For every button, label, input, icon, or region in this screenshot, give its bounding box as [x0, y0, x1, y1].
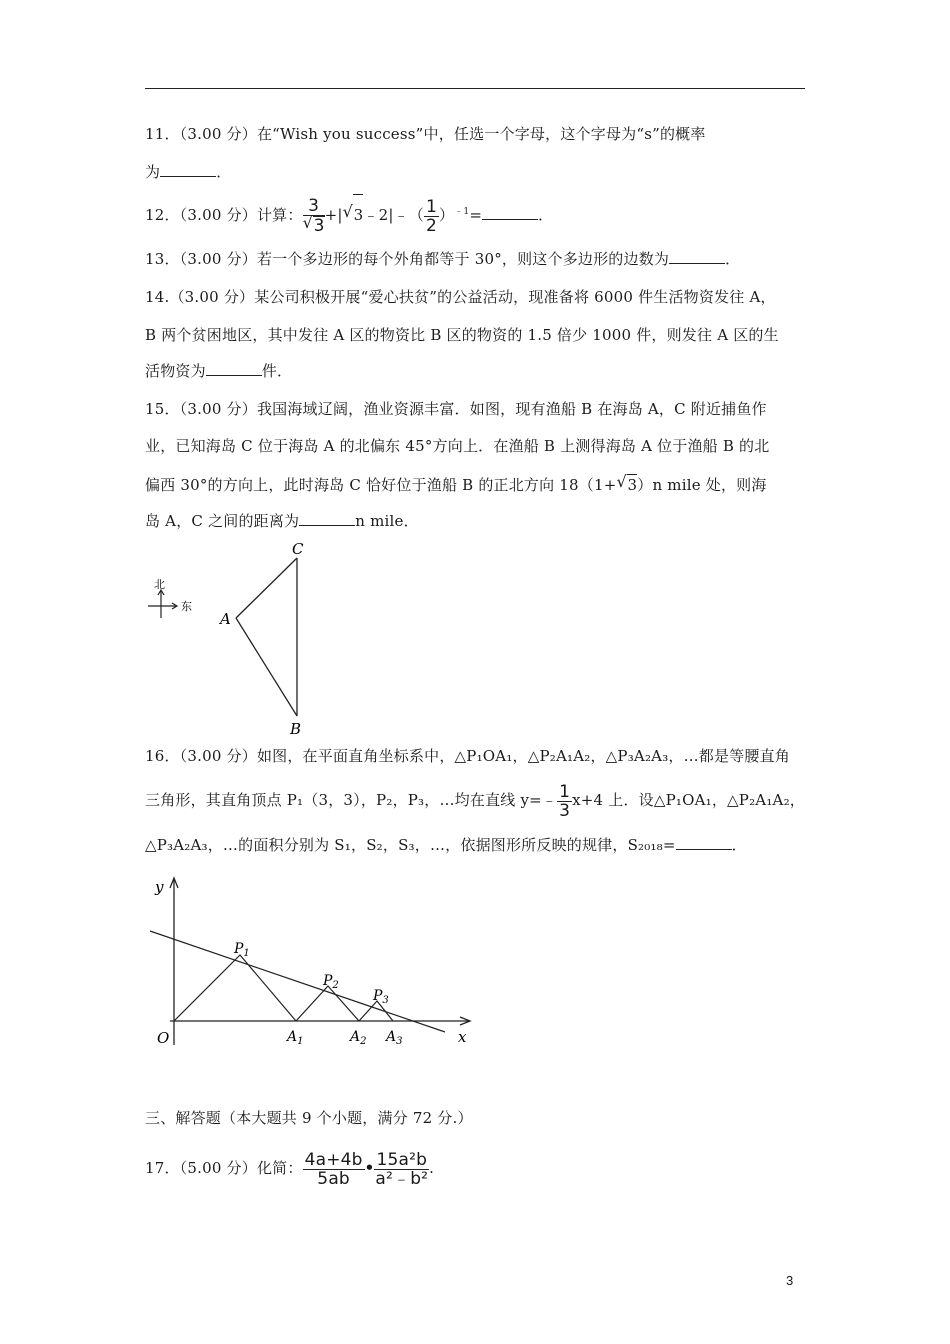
p3-label: $P_3$ [373, 988, 389, 1006]
question-11-line-2: 为 ． [145, 163, 232, 181]
compass-icon [148, 590, 177, 618]
question-11-line-1: 11．（3.00 分）在“Wish you success”中，任选一个字母，这个字母为“s”的概率 [145, 125, 706, 143]
x-label: x [458, 1028, 467, 1046]
answer-blank-15[interactable] [299, 511, 355, 526]
header-rule [145, 88, 805, 89]
point-b-label: B [290, 720, 302, 738]
y-label: y [155, 878, 164, 896]
question-16-line-2: 三角形，其直角顶点 P₁（3，3），P₂，P₃，…均在直线 y=﹣ $\frac{1}{3}$ x+4 上．设△P₁OA₁，△P₂A₁A₂， [145, 781, 805, 821]
point-a-label: A [220, 610, 231, 628]
triangle-p1-o-a1 [174, 955, 296, 1021]
question-16-line-1: 16．（3.00 分）如图，在平面直角坐标系中，△P₁OA₁，△P₂A₁A₂，△P₃A₂A₃，…都是等腰直角 [145, 747, 791, 765]
answer-blank-12[interactable] [482, 205, 538, 220]
question-14-line-3: 活物资为 件． [145, 362, 293, 380]
question-15-line-2: 业，已知海岛 C 位于海岛 A 的北偏东 45°方向上．在渔船 B 上测得海岛 A 位于渔船 B 的北 [145, 437, 770, 455]
p1-label: $P_1$ [234, 941, 250, 959]
fraction-4a4b-over-5ab: $\frac{4a+4b}{5ab}$ [304, 1149, 363, 1189]
question-14-line-2: B 两个贫困地区，其中发往 A 区的物资比 B 区的物资的 1.5 倍少 1000 件，则发往 A 区的生 [145, 326, 779, 344]
east-label: 东 [181, 600, 192, 613]
answer-blank-14[interactable] [206, 361, 262, 376]
fraction-15a2b-over-a2b2: $\frac{\text{15a²b}}{\text{a²﹣b²}}$ [375, 1149, 429, 1189]
north-label: 北 [154, 578, 165, 591]
fraction-1-over-3: $\frac{1}{3}$ [559, 781, 571, 821]
question-12: 12．（3.00 分）计算： 3 √ 3 +|√ 3﹣2|﹣（ $\frac{1}{2}$ ）$^{﹣1}$= ． [145, 192, 553, 236]
origin-label: O [157, 1029, 170, 1047]
fraction-3-over-root3: 3 √ 3 [303, 197, 325, 235]
section-3-heading: 三、解答题（本大题共 9 个小题，满分 72 分.） [145, 1109, 473, 1127]
figure-16-coordinate-plane [140, 870, 480, 1055]
line-y-eq-neg-third-x-plus-4 [150, 931, 445, 1032]
question-17: 17．（5.00 分）化简： $\frac{4a+4b}{5ab}$ • $\frac{\text{15a²b}}{\text{a²﹣b²}}$ . [145, 1149, 435, 1189]
answer-blank-11[interactable] [160, 162, 216, 177]
page-number: 3 [786, 1273, 794, 1288]
question-14-line-1: 14.（3.00 分）某公司积极开展“爱心扶贫”的公益活动，现准备将 6000 件生活物资发往 A， [145, 288, 776, 306]
figure-15-triangle [140, 538, 340, 738]
question-15-line-1: 15．（3.00 分）我国海域辽阔，渔业资源丰富．如图，现有渔船 B 在海岛 A，C 附近捕鱼作 [145, 400, 767, 418]
a3-label: $A_3$ [386, 1029, 403, 1047]
fraction-1-over-2: $\frac{1}{2}$ [425, 196, 438, 236]
p2-label: $P_2$ [323, 973, 339, 991]
segment-ac [236, 558, 297, 618]
point-c-label: C [292, 540, 304, 558]
answer-blank-16[interactable] [676, 835, 732, 850]
question-15-line-3: 偏西 30°的方向上，此时海岛 C 恰好位于渔船 B 的正北方向 18（1+√ 3）n mile 处，则海 [145, 474, 767, 495]
question-13: 13．（3.00 分）若一个多边形的每个外角都等于 30°，则这个多边形的边数为 ． [145, 250, 741, 268]
segment-ab [236, 618, 297, 716]
answer-blank-13[interactable] [669, 249, 725, 264]
question-16-line-3: △P₃A₂A₃，…的面积分别为 S₁，S₂，S₃，…，依据图形所反映的规律，S₂₀₁₈= ． [145, 836, 747, 854]
a2-label: $A_2$ [350, 1029, 367, 1047]
a1-label: $A_1$ [287, 1029, 304, 1047]
question-15-line-4: 岛 A，C 之间的距离为 n mile． [145, 512, 419, 530]
